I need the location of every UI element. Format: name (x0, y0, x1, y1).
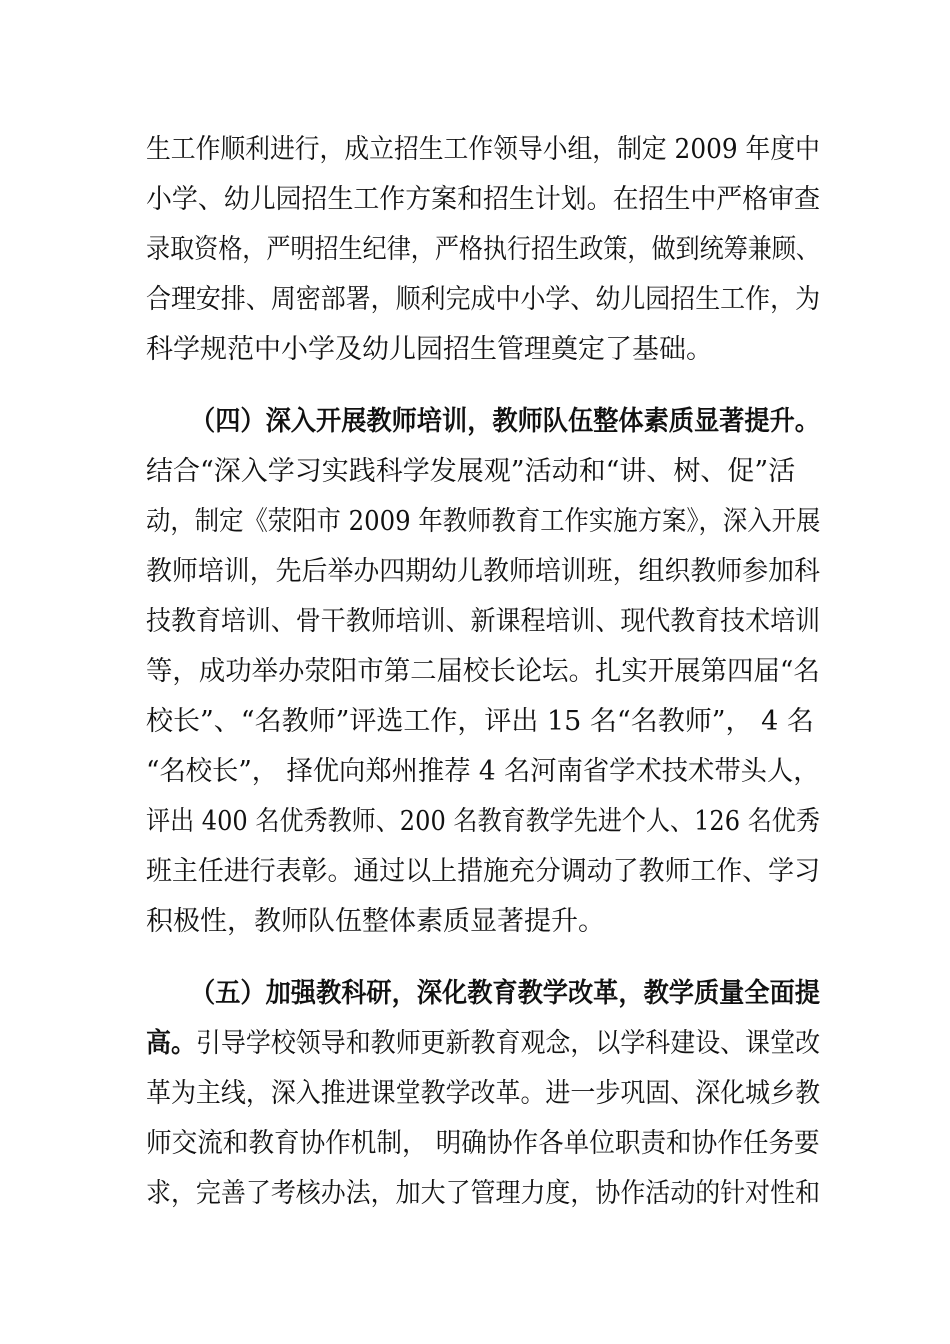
paragraph-1-line-3: 录取资格，严明招生纪律，严格执行招生政策，做到统筹兼顾、 (146, 234, 820, 265)
section-5-heading-end: 高。 (146, 1028, 196, 1059)
section-4-heading: （四）深入开展教师培训，教师队伍整体素质显著提升。 (190, 406, 820, 437)
paragraph-2-line-6: 校长”、“名教师”评选工作，评出 15 名“名教师”， 4 名 (146, 706, 814, 737)
paragraph-2-line-8: 评出 400 名优秀教师、200 名教育教学先进个人、126 名优秀 (146, 806, 820, 837)
paragraph-2-line-3: 教师培训，先后举办四期幼儿教师培训班，组织教师参加科 (146, 556, 820, 587)
paragraph-3-line-1-text: 引导学校领导和教师更新教育观念，以学科建设、课堂改 (195, 1028, 821, 1059)
paragraph-2-line-9: 班主任进行表彰。通过以上措施充分调动了教师工作、学习 (146, 856, 820, 887)
paragraph-3-line-4: 求，完善了考核办法，加大了管理力度，协作活动的针对性和 (146, 1178, 821, 1209)
paragraph-2-line-1: 结合“深入学习实践科学发展观”活动和“讲、树、促”活 (146, 456, 796, 487)
paragraph-2-line-4: 技教育培训、骨干教师培训、新课程培训、现代教育技术培训 (146, 606, 821, 637)
paragraph-1-line-1: 生工作顺利进行，成立招生工作领导小组，制定 2009 年度中 (146, 134, 820, 165)
paragraph-3-line-2: 革为主线，深入推进课堂教学改革。进一步巩固、深化城乡教 (146, 1078, 821, 1109)
paragraph-2-line-2: 动，制定《荥阳市 2009 年教师教育工作实施方案》，深入开展 (146, 506, 821, 537)
paragraph-2-line-7: “名校长”， 择优向郑州推荐 4 名河南省学术技术带头人， (146, 756, 820, 787)
section-5-heading: （五）加强教科研，深化教育教学改革，教学质量全面提 (190, 978, 820, 1009)
paragraph-1-line-4: 合理安排、周密部署，顺利完成中小学、幼儿园招生工作，为 (146, 284, 821, 315)
paragraph-2-line-5: 等，成功举办荥阳市第二届校长论坛。扎实开展第四届“名 (146, 656, 820, 687)
paragraph-3-line-1 (146, 1027, 820, 1061)
paragraph-1-line-5: 科学规范中小学及幼儿园招生管理奠定了基础。 (146, 334, 713, 365)
paragraph-3-line-3: 师交流和教育协作机制， 明确协作各单位职责和协作任务要 (146, 1128, 820, 1159)
paragraph-1-line-2: 小学、幼儿园招生工作方案和招生计划。在招生中严格审查 (146, 184, 820, 215)
paragraph-2-line-10: 积极性，教师队伍整体素质显著提升。 (146, 906, 605, 937)
